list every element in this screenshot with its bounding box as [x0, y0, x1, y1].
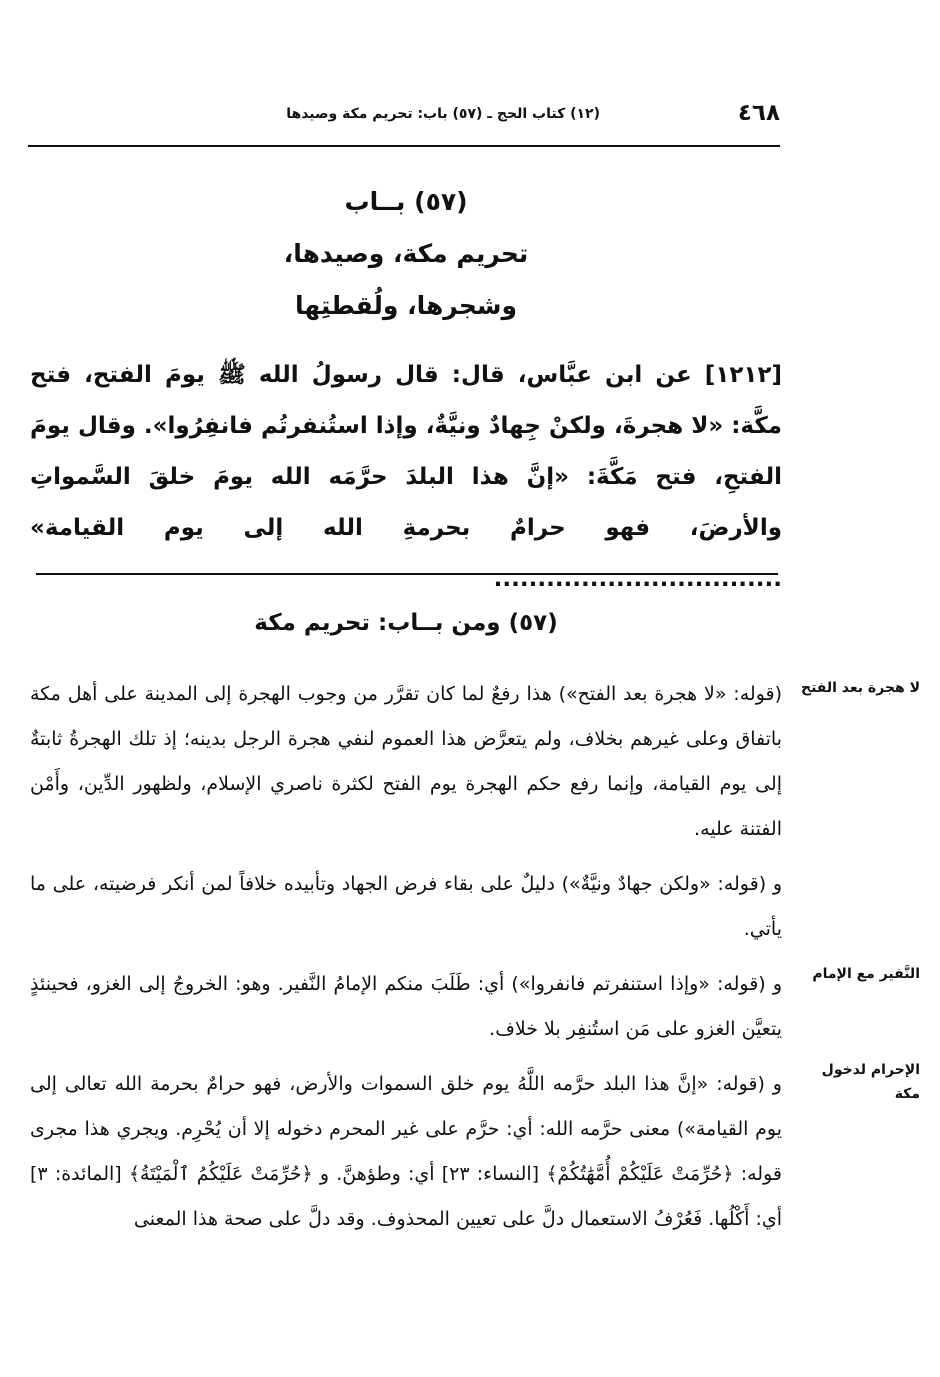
commentary-paragraph: و (قوله: «وإذا استنفرتم فانفروا») أي: طَلَبَ منكم الإمامُ النَّفير. وهو: الخروجُ إلى الغزو، فحينئذٍ يتعيَّن الغزو على مَن استُنفِر بلا خلاف.: [30, 973, 782, 1040]
commentary-paragraph: (قوله: «لا هجرة بعد الفتح») هذا رفعٌ لما كان تقرَّر من وجوب الهجرة إلى المدينة على أهل مكة باتفاق وعلى غيرهم بخلاف، ولم يتعرَّض هذا العموم لنفي هجرة الرجل بدينه؛ إذ تلك الهجرةُ ثابتةٌ إلى يوم القيامة، وإنما رفع حكم الهجرة يوم الفتح لكثرة ناصري الإسلام، ولظهور الدِّين، وأَمْن الفتنة عليه.: [30, 683, 782, 840]
page-number: ٤٦٨: [737, 100, 780, 126]
hadith-body: [١٢١٢] عن ابن عبَّاس، قال: قال رسولُ الله ﷺ يومَ الفتح، فتح مكَّة: «لا هجرةَ، ولكنْ جِهادٌ ونيَّةٌ، وإذا استُنفرتُم فانفِرُوا». وقال يومَ الفتحِ، فتح مَكَّةَ: «إنَّ هذا البلدَ حرَّمَه الله يومَ خلقَ السَّمواتِ والأرضَ، فهو حرامٌ بحرمةِ الله إلى يوم القيامة»: [30, 362, 782, 541]
running-title: (١٢) كتاب الحج ـ (٥٧) باب: تحريم مكة وصيدها: [286, 106, 600, 122]
commentary-body: [30, 672, 782, 1252]
commentary-paragraph: و (قوله: «إنَّ هذا البلد حرَّمه اللَّهُ يوم خلق السموات والأرض، فهو حرامٌ بحرمة الله تعالى إلى يوم القيامة») معنى حرَّمه الله: أي: حرَّم على غير المحرم دخوله إلا أن يُحْرِم. ويجري هذا مجرى قوله: ﴿حُرِّمَتْ عَلَيْكُمْ أُمَّهَٰتُكُمْ﴾ [النساء: ٢٣] أي: وطؤهنَّ. و ﴿حُرِّمَتْ عَلَيْكُمُ ٱلْمَيْتَةُ﴾ [المائدة: ٣] أي: أَكْلُها. فَعُرْفُ الاستعمال دلَّ على تعيين المحذوف. وقد دلَّ على صحة هذا المعنى: [30, 1073, 782, 1230]
chapter-title-line-2: وشجرها، ولُقطتِها: [295, 291, 517, 320]
chapter-title-line-1: تحريم مكة، وصيدها،: [283, 239, 529, 268]
margin-note-nafir: النَّفير مع الإمام: [812, 966, 920, 982]
header-rule: [28, 145, 780, 147]
section-divider: [36, 573, 778, 575]
margin-note-ihram: الإحرام لدخول مكة: [821, 1062, 920, 1102]
chapter-number-line: (٥٧) بــاب: [344, 187, 468, 216]
chapter-heading: [30, 176, 782, 332]
hadith-text: [30, 350, 782, 605]
commentary-title: (٥٧) ومن بــاب: تحريم مكة: [254, 610, 558, 636]
commentary-paragraph: و (قوله: «ولكن جهادٌ ونيَّةٌ») دليلٌ على بقاء فرض الجهاد وتأبيده خلافاً لمن أنكر فرضيته، على ما يأتي.: [30, 873, 782, 940]
margin-note-hijra: لا هجرة بعد الفتح: [801, 680, 920, 696]
hadith-ellipsis: .................................: [493, 566, 782, 592]
running-header: [28, 100, 780, 136]
